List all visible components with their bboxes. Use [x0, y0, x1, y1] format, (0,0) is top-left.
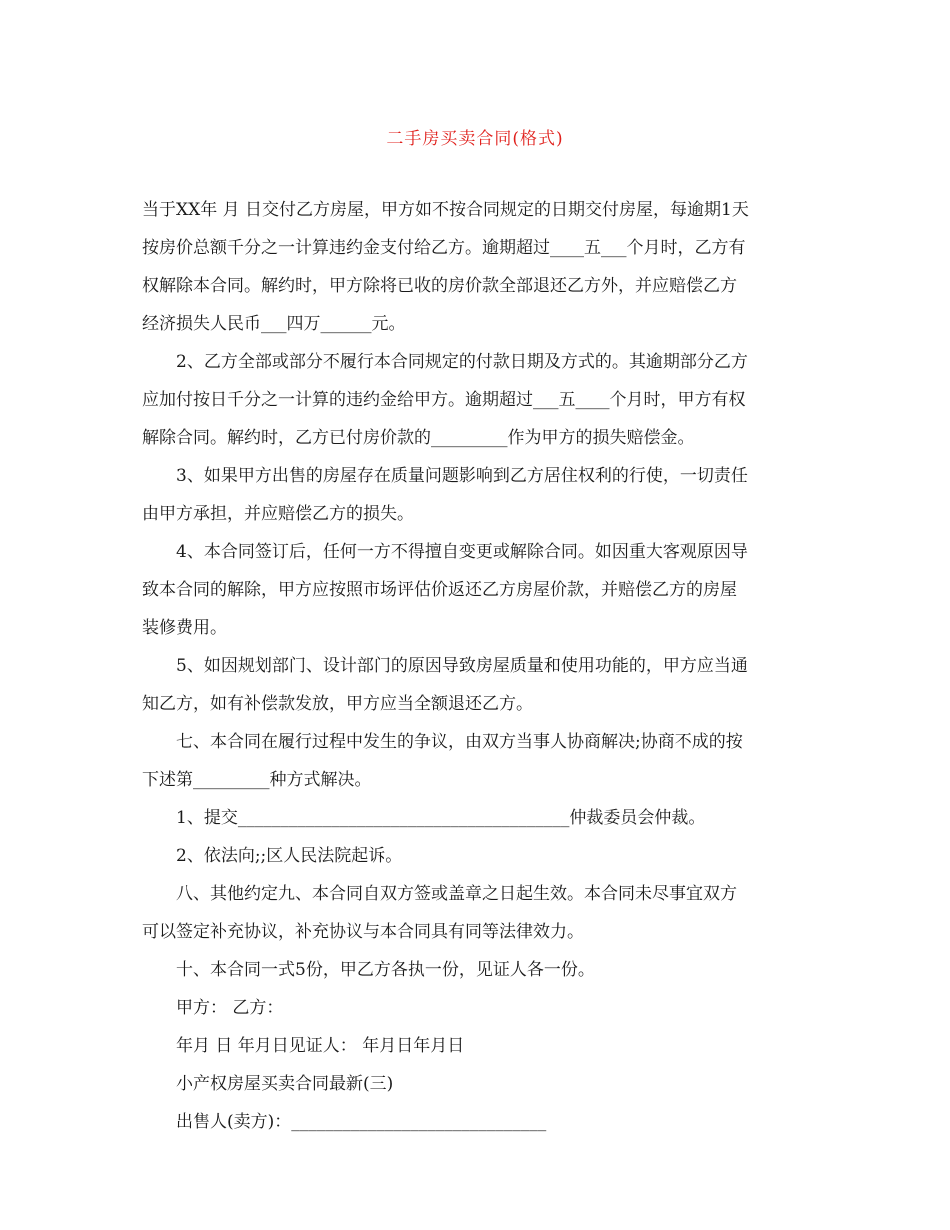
paragraph-line: 由甲方承担，并应赔偿乙方的损失。: [142, 504, 414, 524]
paragraph-line: 5、如因规划部门、设计部门的原因导致房屋质量和使用功能的，甲方应当通: [176, 656, 748, 676]
paragraph-line: 甲方： 乙方：: [176, 998, 284, 1018]
paragraph-line: 装修费用。: [142, 618, 227, 638]
paragraph-line: 4、本合同签订后，任何一方不得擅自变更或解除合同。如因重大客观原因导: [176, 542, 748, 562]
paragraph-line: 致本合同的解除，甲方应按照市场评估价返还乙方房屋价款，并赔偿乙方的房屋: [142, 580, 737, 600]
paragraph-line: 可以签定补充协议，补充协议与本合同具有同等法律效力。: [142, 922, 584, 942]
paragraph-line: 应加付按日千分之一计算的违约金给甲方。逾期超过___五____个月时，甲方有权: [142, 390, 746, 410]
paragraph-line: 年月 日 年月日见证人： 年月日年月日: [176, 1036, 465, 1056]
paragraph-line: 按房价总额千分之一计算违约金支付给乙方。逾期超过____五___个月时，乙方有: [142, 238, 746, 258]
paragraph-line: 小产权房屋买卖合同最新(三): [176, 1074, 394, 1094]
paragraph-line: 2、依法向;;区人民法院起诉。: [176, 846, 403, 866]
paragraph-line: 八、其他约定九、本合同自双方签或盖章之日起生效。本合同未尽事宜双方: [176, 884, 737, 904]
paragraph-line: 知乙方，如有补偿款发放，甲方应当全额退还乙方。: [142, 694, 533, 714]
document-title: 二手房买卖合同(格式): [386, 129, 564, 149]
paragraph-line: 解除合同。解约时，乙方已付房价款的_________作为甲方的损失赔偿金。: [142, 428, 695, 448]
paragraph-line: 3、如果甲方出售的房屋存在质量问题影响到乙方居住权利的行使，一切责任: [176, 466, 748, 486]
paragraph-line: 2、乙方全部或部分不履行本合同规定的付款日期及方式的。其逾期部分乙方: [176, 352, 748, 372]
paragraph-line: 1、提交_______________________________________仲裁委员会仲裁。: [176, 808, 706, 828]
paragraph-line: 出售人(卖方)：______________________________: [176, 1112, 547, 1132]
paragraph-line: 十、本合同一式5份，甲乙方各执一份，见证人各一份。: [176, 960, 595, 980]
paragraph-line: 当于XX年 月 日交付乙方房屋，甲方如不按合同规定的日期交付房屋，每逾期1天: [142, 200, 749, 220]
paragraph-line: 经济损失人民币___四万______元。: [142, 314, 406, 334]
paragraph-line: 权解除本合同。解约时，甲方除将已收的房价款全部退还乙方外，并应赔偿乙方: [142, 276, 737, 296]
document-body: [142, 192, 807, 1142]
paragraph-line: 七、本合同在履行过程中发生的争议，由双方当事人协商解决;协商不成的按: [176, 732, 743, 752]
paragraph-line: 下述第_________种方式解决。: [142, 770, 372, 790]
